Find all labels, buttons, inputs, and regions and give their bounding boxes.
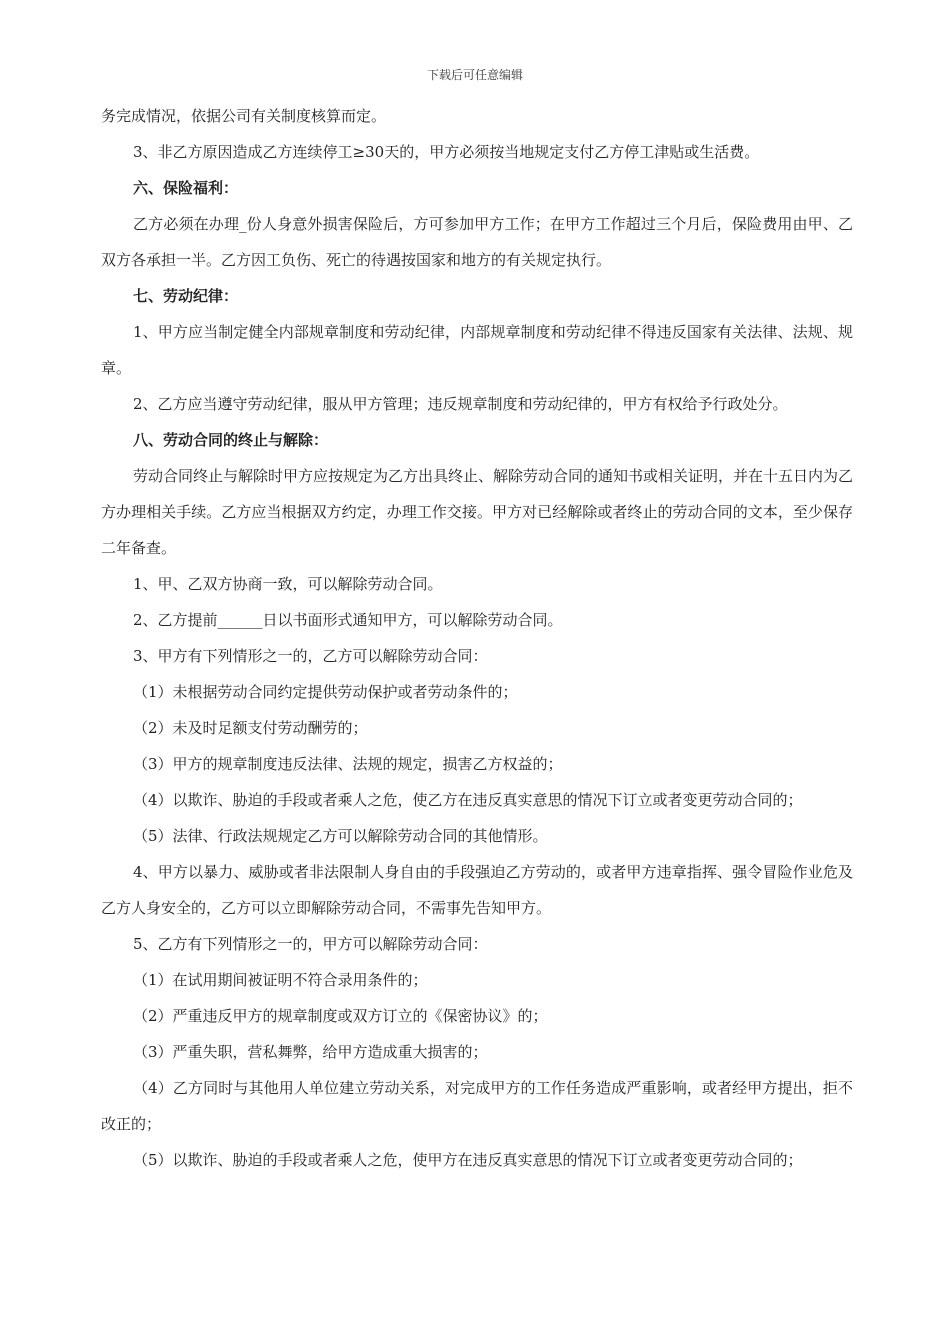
- list-item: （5）以欺诈、胁迫的手段或者乘人之危，使甲方在违反真实意思的情况下订立或者变更劳动合同的；: [133, 1151, 803, 1169]
- document-body: [101, 98, 853, 1178]
- section-heading: 八、劳动合同的终止与解除：: [133, 431, 329, 449]
- paragraph: 乙方必须在办理_份人身意外损害保险后，方可参加甲方工作；在甲方工作超过三个月后，保险费用由甲、乙双方各承担一半。乙方因工负伤、死亡的待遇按国家和地方的有关规定执行。: [101, 215, 853, 269]
- paragraph: 1、甲、乙双方协商一致，可以解除劳动合同。: [133, 575, 443, 593]
- section-heading: 七、劳动纪律：: [133, 287, 239, 305]
- page-header: 下载后可任意编辑: [426, 68, 523, 82]
- paragraph: 3、甲方有下列情形之一的，乙方可以解除劳动合同：: [133, 647, 488, 665]
- paragraph: 3、非乙方原因造成乙方连续停工≥30天的，甲方必须按当地规定支付乙方停工津贴或生活费。: [133, 143, 760, 161]
- list-item: （3）甲方的规章制度违反法律、法规的规定，损害乙方权益的；: [133, 755, 563, 773]
- list-item: （1）未根据劳动合同约定提供劳动保护或者劳动条件的；: [133, 683, 518, 701]
- list-item: （3）严重失职，营私舞弊，给甲方造成重大损害的；: [133, 1043, 488, 1061]
- list-item: （2）严重违反甲方的规章制度或双方订立的《保密协议》的；: [133, 1007, 548, 1025]
- paragraph: 2、乙方提前______日以书面形式通知甲方，可以解除劳动合同。: [133, 611, 563, 629]
- list-item: （2）未及时足额支付劳动酬劳的；: [133, 719, 368, 737]
- list-item: （1）在试用期间被证明不符合录用条件的；: [133, 971, 428, 989]
- paragraph: 2、乙方应当遵守劳动纪律，服从甲方管理；违反规章制度和劳动纪律的，甲方有权给予行政处分。: [133, 395, 788, 413]
- paragraph: 1、甲方应当制定健全内部规章制度和劳动纪律，内部规章制度和劳动纪律不得违反国家有关法律、法规、规章。: [101, 323, 853, 377]
- list-item: （4）乙方同时与其他用人单位建立劳动关系，对完成甲方的工作任务造成严重影响，或者经甲方提出，拒不改正的；: [101, 1079, 853, 1133]
- section-heading: 六、保险福利：: [133, 179, 239, 197]
- paragraph: 劳动合同终止与解除时甲方应按规定为乙方出具终止、解除劳动合同的通知书或相关证明，并在十五日内为乙方办理相关手续。乙方应当根据双方约定，办理工作交接。甲方对已经解除或者终止的劳动合同的文本，至少保存二年备查。: [101, 467, 854, 557]
- paragraph: 4、甲方以暴力、威胁或者非法限制人身自由的手段强迫乙方劳动的，或者甲方违章指挥、强令冒险作业危及乙方人身安全的，乙方可以立即解除劳动合同，不需事先告知甲方。: [101, 863, 853, 917]
- paragraph: 务完成情况，依据公司有关制度核算而定。: [101, 107, 387, 125]
- list-item: （4）以欺诈、胁迫的手段或者乘人之危，使乙方在违反真实意思的情况下订立或者变更劳动合同的；: [133, 791, 803, 809]
- list-item: （5）法律、行政法规规定乙方可以解除劳动合同的其他情形。: [133, 827, 548, 845]
- paragraph: 5、乙方有下列情形之一的，甲方可以解除劳动合同：: [133, 935, 488, 953]
